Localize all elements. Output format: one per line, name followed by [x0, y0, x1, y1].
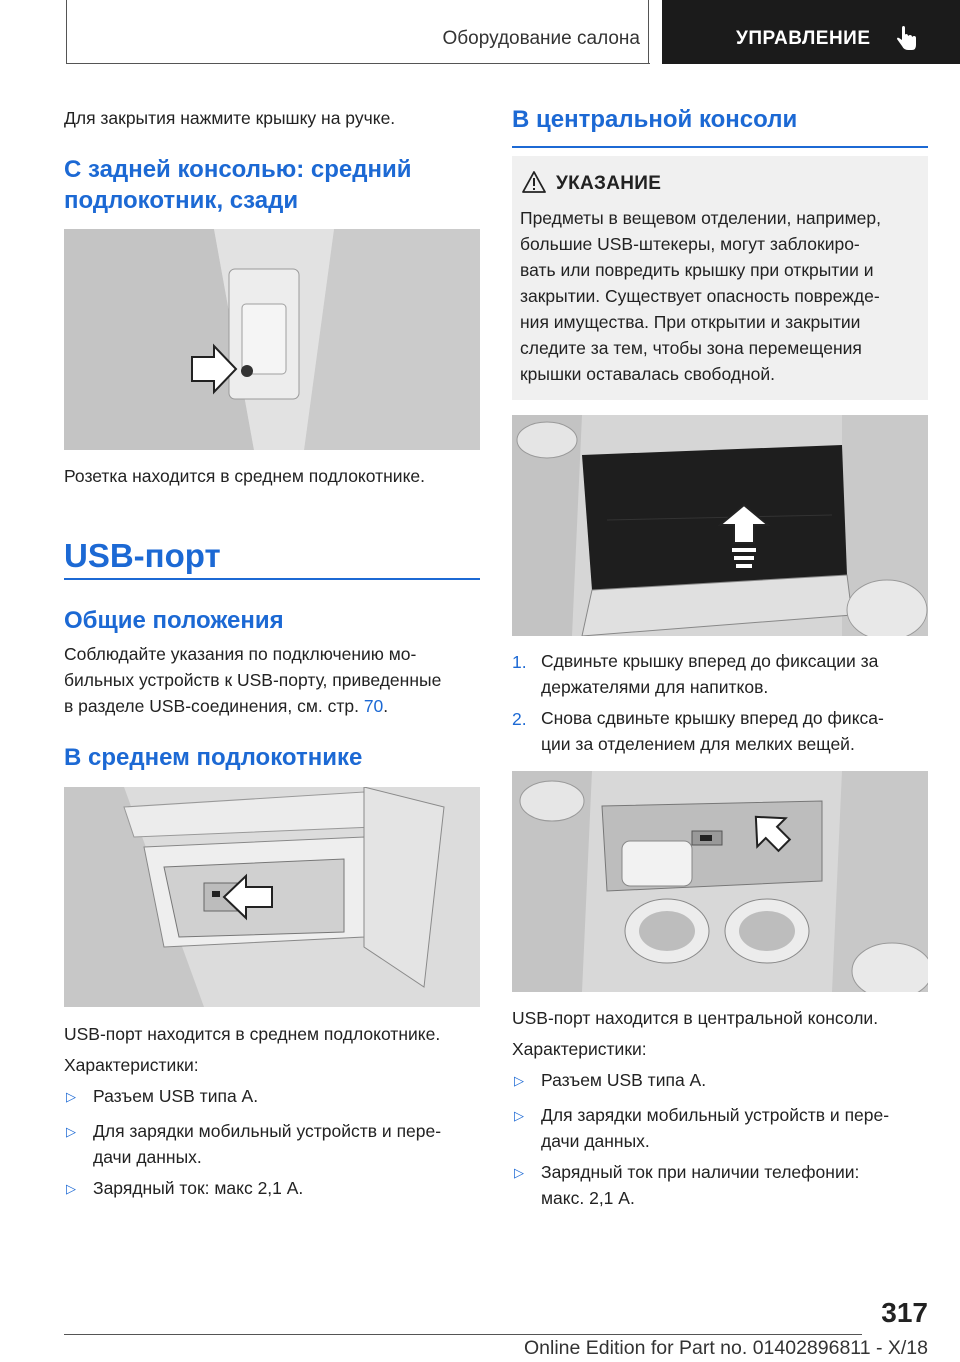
step-item — [541, 648, 878, 700]
warning-triangle-icon — [522, 171, 546, 193]
console-feature-item — [541, 1159, 859, 1211]
general-heading: Общие положения — [64, 607, 284, 634]
bullet-triangle-icon: ▷ — [66, 1181, 76, 1196]
console-feature-2-line2: дачи данных. — [541, 1131, 650, 1151]
console-feature-2-line1: Для зарядки мобильный устройств и пере- — [541, 1105, 890, 1125]
header-left-border — [66, 0, 67, 64]
warning-title: УКАЗАНИЕ — [556, 173, 662, 194]
console-features-label: Характеристики: — [512, 1039, 647, 1059]
warning-line: ния имущества. При открытии и закрытии — [520, 312, 861, 332]
bullet-triangle-icon: ▷ — [514, 1165, 524, 1180]
general-line-3-text: в разделе USB-соединения, см. стр. — [64, 696, 364, 716]
header-bottom-border — [66, 63, 650, 64]
step-number: 1. — [512, 652, 527, 672]
header-divider — [648, 0, 649, 64]
general-line-3-end: . — [383, 696, 389, 716]
header-section-title: Оборудование салона — [442, 28, 640, 49]
rear-armrest-heading-line2: подлокотник, сзади — [64, 187, 299, 214]
console-feature-1-line1: Разъем USB типа А. — [541, 1070, 707, 1090]
rear-armrest-caption: Розетка находится в среднем подлокотнике. — [64, 466, 426, 486]
warning-line: Предметы в вещевом отделении, например, — [520, 208, 881, 228]
console-usb-photo — [512, 771, 928, 992]
general-line-2: бильных устройств к USB-порту, приведенные — [64, 670, 442, 690]
header-chapter-title: УПРАВЛЕНИЕ — [736, 28, 871, 49]
armrest-feature-item — [93, 1083, 258, 1109]
usb-port-title: USB-порт — [64, 537, 221, 574]
bullet-triangle-icon: ▷ — [66, 1089, 76, 1104]
console-cover-photo — [512, 415, 928, 636]
usb-connection-page-link[interactable]: 70 — [363, 696, 384, 716]
general-paragraph — [64, 641, 441, 719]
armrest-feature-item — [93, 1118, 441, 1170]
general-line-1: Соблюдайте указания по подключению мо- — [64, 644, 417, 664]
armrest-feature-1-line1: Разъем USB типа А. — [93, 1086, 259, 1106]
warning-line: крышки оставалась свободной. — [520, 364, 776, 384]
step-number: 2. — [512, 709, 527, 729]
rear-armrest-photo — [64, 229, 480, 450]
console-feature-item — [541, 1067, 706, 1093]
bullet-triangle-icon: ▷ — [66, 1124, 76, 1139]
console-caption: USB-порт находится в центральной консоли. — [512, 1008, 879, 1028]
step-1-line1: Сдвиньте крышку вперед до фиксации за — [541, 651, 879, 671]
step-2-line2: ции за отделением для мелких вещей. — [541, 734, 855, 754]
hand-pointer-icon — [893, 26, 919, 52]
console-feature-3-line2: макс. 2,1 А. — [541, 1188, 635, 1208]
armrest-feature-2-line2: дачи данных. — [93, 1147, 202, 1167]
console-feature-3-line1: Зарядный ток при наличии телефонии: — [541, 1162, 860, 1182]
armrest-feature-item — [93, 1175, 303, 1201]
warning-line: вать или повредить крышку при открытии и — [520, 260, 874, 280]
warning-line: закрытии. Существует опасность поврежде- — [520, 286, 880, 306]
warning-line: следите за тем, чтобы зона перемещения — [520, 338, 862, 358]
console-heading-rule — [512, 146, 928, 148]
armrest-feature-3-line1: Зарядный ток: макс 2,1 А. — [93, 1178, 304, 1198]
footer-rule — [64, 1334, 862, 1335]
bullet-triangle-icon: ▷ — [514, 1108, 524, 1123]
armrest-caption: USB-порт находится в среднем подлокотнике. — [64, 1024, 441, 1044]
armrest-features-label: Характеристики: — [64, 1055, 199, 1075]
rear-armrest-heading — [64, 154, 411, 216]
warning-line: большие USB-штекеры, могут заблокиро- — [520, 234, 860, 254]
armrest-heading: В среднем подлокотнике — [64, 744, 363, 771]
step-2-line1: Снова сдвиньте крышку вперед до фикса- — [541, 708, 884, 728]
page-number: 317 — [881, 1297, 928, 1328]
warning-text — [520, 205, 881, 387]
bullet-triangle-icon: ▷ — [514, 1073, 524, 1088]
general-line-3 — [64, 693, 441, 719]
armrest-usb-photo — [64, 787, 480, 1007]
console-feature-item — [541, 1102, 889, 1154]
step-1-line2: держателями для напитков. — [541, 677, 769, 697]
intro-text: Для закрытия нажмите крышку на ручке. — [64, 108, 396, 128]
rear-armrest-heading-line1: С задней консолью: средний — [64, 156, 412, 183]
usb-title-rule — [64, 578, 480, 580]
step-item — [541, 705, 884, 757]
footer-edition: Online Edition for Part no. 01402896811 - X/18 — [524, 1337, 928, 1359]
console-heading: В центральной консоли — [512, 106, 798, 133]
armrest-feature-2-line1: Для зарядки мобильный устройств и пере- — [93, 1121, 442, 1141]
